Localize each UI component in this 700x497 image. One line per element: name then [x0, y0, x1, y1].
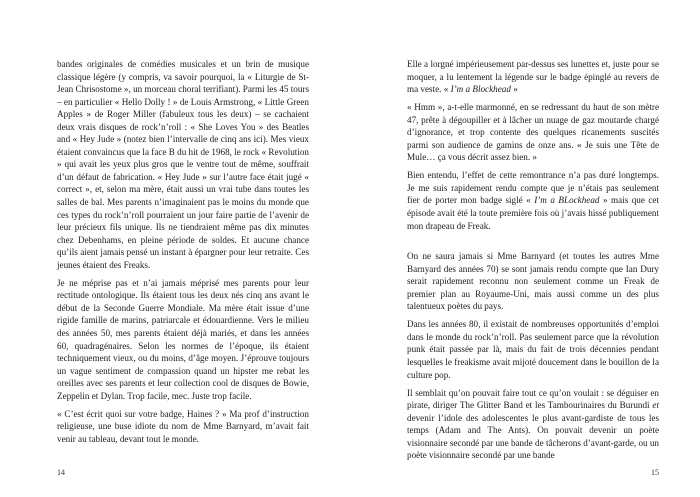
- paragraph: Je ne méprise pas et n’ai jamais méprisé mes parents pour leur rectitude ontologique. Ils étaient tous les deux nés cinq ans avant le début de la Seconde Guerre Mondiale. Ma mère était issue d’une rigide famille de marins, patriarcale et édouardienne. Vers le milieu des années 50, mes parents étaient déjà mariés, et dans les années 60, quadragénaires. Selon les normes de l’époque, ils étaient techniquement vieux, ou du moins, d’âge moyen. J’éprouve toujours un vague sentiment de compassion quand un hipster me rebat les oreilles avec ses parents et leur collection cool de disques de Bowie, Zeppelin et Dylan. Trop facile, mec. Juste trop facile.: [57, 277, 309, 401]
- paragraph: « C’est écrit quoi sur votre badge, Haines ? » Ma prof d’instruction religieuse, une buse idiote du nom de Mme Barnyard, m’avait fait venir au tableau, devant tout le monde.: [57, 408, 309, 444]
- italic-word: et: [652, 400, 659, 411]
- badge-text-italic: I’m a Blockhead: [450, 84, 511, 95]
- paragraph: [407, 58, 659, 96]
- text-run: Elle a lorgné impérieusement par-dessus ses lunettes et, juste pour se moquer, a lu lentement la légende sur le badge épinglé au revers de ma veste. «: [407, 59, 659, 95]
- left-page-text: [57, 58, 309, 451]
- page-number: 15: [651, 468, 659, 477]
- right-page: [350, 0, 700, 497]
- text-run: »: [510, 84, 518, 95]
- right-page-text: [407, 58, 659, 467]
- paragraph: [407, 169, 659, 232]
- text-run: « Hmm », a-t-elle marmonné, en se redressant du haut de son mètre 47, prête à dégoupiller et à lâcher un nuage de gaz moutarde chargé d’ignorance, et trop contente des quelques ricanements suscités parmi son audience de gamins de onze ans. « Je suis une Tête de Mule… ça vous décrit assez bien. »: [407, 102, 659, 163]
- text-run: Il semblait qu’on pouvait faire tout ce qu’on voulait : se déguiser en pirate, diriger The Glitter Band et les Tambourinaires du Burundi: [407, 387, 659, 411]
- paragraph: Dans les années 80, il existait de nombreuses opportunités d’emploi dans le monde du rock’n’roll. Pas seulement parce que la révolution punk était passée par là, mais du fait de trois décennies pendant lesquelles le freakisme avait mijoté doucement dans le bouillon de la culture pop.: [407, 319, 659, 380]
- text-run: Bien entendu, l’effet de cette remontrance n’a pas duré longtemps. Je me suis rapidement rendu compte que je n’étais pas seulement fier de porter mon badge siglé «: [407, 170, 659, 206]
- paragraph: On ne saura jamais si Mme Barnyard (et toutes les autres Mme Barnyard des années 70) se sont jamais rendu compte que Ian Dury serait rapidement reconnu non seulement comme un Freak de premier plan au Royaume-Uni, mais aussi comme un des plus talentueux poètes du pays.: [407, 251, 659, 312]
- text-run: devenir l’idole des adolescentes le plus avant-gardiste de tous les temps (Adam and The Ants). On pouvait devenir un poète visionnaire secondé par une bande de tâcherons d’avant-garde, ou un poète visionnaire secondé par une bande: [407, 412, 659, 461]
- paragraph: [407, 101, 659, 164]
- paragraph: [407, 387, 659, 462]
- paragraph: bandes originales de comédies musicales et un brin de musique classique légère (y compris, va savoir pourquoi, la « Liturgie de St-Jean Chrisostome », un morceau choral terrifiant). Parmi les 45 tours – en particulier « Hello Dolly ! » de Louis Armstrong, « Little Green Apples » de Roger Miller (fabuleux tous les deux) – se cachaient deux vrais disques de rock’n’roll : « She Loves You » des Beatles and « Hey Jude » (notez bien l’intervalle de cinq ans ici). Mes vieux étaient convaincus que la face B du hit de 1968, le rock « Revolution » qui avait les yeux plus gros que le ventre tout de même, souffrait d’un défaut de fabrication. « Hey Jude » sur l’autre face était jugé « correct », et, selon ma mère, était aussi un vrai tube dans toutes les salles de bal. Mes parents n’imaginaient pas le moins du monde que ces types du rock’n’roll pourraient un jour faire partie de l’avenir de leur précieux fils unique. Ils ne tiendraient même pas dix minutes chez Debenhams, en pleine période de soldes. Et aucune chance qu’ils aient jamais pensé un instant à épargner pour leur retraite. Ces jeunes étaient des Freaks.: [57, 59, 309, 270]
- text-run: » mais que cet épisode avait été la toute première fois où j’avais hissé publiquement mon drapeau de Freak.: [407, 195, 660, 231]
- page-number: 14: [57, 468, 65, 477]
- badge-text-italic: I’m a BLockhead: [534, 195, 600, 206]
